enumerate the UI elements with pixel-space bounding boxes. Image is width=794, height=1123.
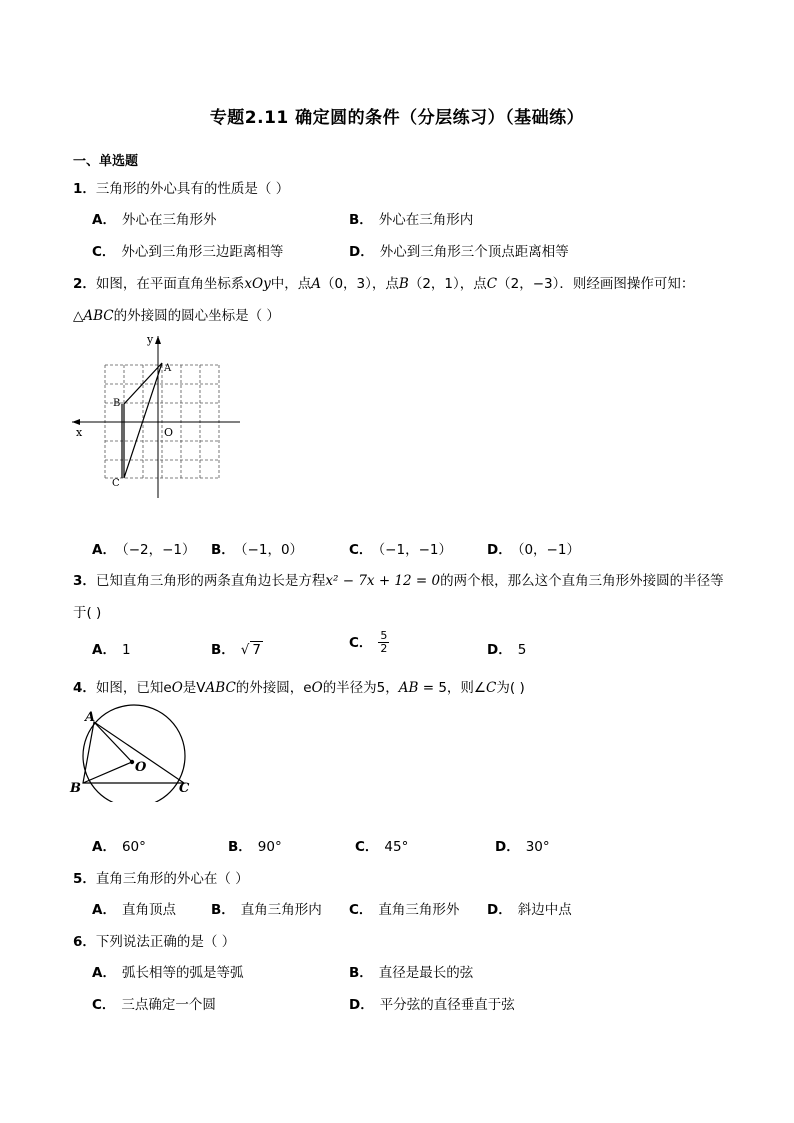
option-text: 直角三角形外	[378, 902, 460, 918]
option-label: C．	[92, 244, 116, 260]
option-label: B．	[211, 542, 235, 558]
question-3	[73, 569, 724, 589]
q5-option-b[interactable]	[211, 898, 322, 918]
q4-option-d[interactable]	[495, 835, 550, 855]
circle-symbol: e	[303, 680, 312, 696]
circle-name: O	[311, 680, 323, 696]
option-label: B．	[228, 839, 252, 855]
option-text: 直角三角形内	[240, 902, 322, 918]
option-text: 45°	[384, 839, 409, 855]
option-text: 斜边中点	[517, 902, 572, 918]
option-label: B．	[349, 965, 373, 981]
q4-option-c[interactable]	[355, 835, 408, 855]
x-axis-arrow-icon	[72, 419, 80, 425]
question-2	[73, 272, 694, 292]
y-axis-arrow-icon	[155, 336, 161, 344]
triangle-name: ABC	[205, 680, 236, 696]
option-label: C．	[349, 634, 373, 651]
q1-option-d[interactable]	[349, 240, 569, 260]
question-text: 的外接圆的圆心坐标是（ ）	[113, 308, 280, 324]
question-number: 1．	[73, 181, 96, 197]
q3-option-a[interactable]	[92, 638, 131, 658]
q5-option-c[interactable]	[349, 898, 459, 918]
q4-option-a[interactable]	[92, 835, 146, 855]
option-label: A．	[92, 902, 116, 918]
question-text: （0，3），点	[320, 276, 399, 292]
option-label: C．	[349, 542, 373, 558]
q2-coordinate-figure	[70, 330, 245, 500]
option-text: 三点确定一个圆	[121, 997, 216, 1013]
question-number: 5．	[73, 871, 96, 887]
option-text: 外心在三角形内	[378, 212, 474, 228]
option-label: C．	[355, 839, 379, 855]
point-c-label: C	[486, 276, 498, 292]
question-text: 下列说法正确的是（ ）	[95, 934, 236, 950]
point-b-label: B	[398, 276, 409, 292]
question-text: 为( )	[496, 680, 525, 696]
vertex-c-label: C	[179, 781, 190, 796]
option-text: 平分弦的直径垂直于弦	[379, 997, 515, 1013]
question-text: 如图，在平面直角坐标系	[95, 276, 245, 292]
option-label: D．	[487, 902, 512, 918]
q6-option-c[interactable]	[92, 993, 216, 1013]
numerator: 5	[380, 629, 388, 642]
option-text: 直径是最长的弦	[378, 965, 474, 981]
option-label: A．	[92, 839, 116, 855]
question-text: 的外接圆，	[235, 680, 304, 696]
option-text: 外心到三角形三边距离相等	[121, 244, 284, 260]
question-5	[73, 867, 249, 887]
question-2-line-2	[73, 304, 280, 324]
question-text: 已知直角三角形的两条直角边长是方程	[95, 573, 326, 589]
question-text: 三角形的外心具有的性质是（ ）	[95, 181, 290, 197]
triangle-symbol: V	[196, 680, 206, 696]
question-text: 直角三角形的外心在（ ）	[95, 871, 249, 887]
point-a-label: A	[311, 276, 321, 292]
question-4	[73, 676, 525, 696]
q6-option-b[interactable]	[349, 961, 473, 981]
vertex-a-label: A	[164, 363, 172, 374]
coord-system-label: xOy	[244, 276, 271, 292]
question-number: 3．	[73, 573, 96, 589]
option-text: 7	[252, 642, 261, 658]
q3-option-c[interactable]	[349, 630, 389, 655]
q4-circle-figure	[66, 702, 201, 802]
equation: x² − 7x + 12 = 0	[325, 573, 441, 589]
origin-label: O	[164, 426, 174, 439]
radius-ob	[83, 762, 132, 783]
q6-option-d[interactable]	[349, 993, 515, 1013]
option-label: A．	[92, 542, 116, 558]
option-label: A．	[92, 212, 116, 228]
option-text: 外心在三角形外	[121, 212, 217, 228]
question-text: = 5，则∠	[418, 680, 487, 696]
option-text: 直角顶点	[121, 902, 176, 918]
question-text: 如图，已知	[95, 680, 164, 696]
question-6	[73, 930, 235, 950]
fraction	[378, 630, 389, 655]
option-label: B．	[349, 212, 373, 228]
option-label: B．	[211, 902, 235, 918]
circle-name: O	[171, 680, 183, 696]
q2-option-b[interactable]	[211, 538, 303, 558]
q6-option-a[interactable]	[92, 961, 243, 981]
q3-option-d[interactable]	[487, 638, 526, 658]
q3-option-b[interactable]	[211, 638, 263, 658]
sqrt-icon: √	[240, 642, 250, 658]
q2-option-a[interactable]	[92, 538, 196, 558]
question-text: 中，点	[270, 276, 312, 292]
page-title: 专题2.11 确定圆的条件（分层练习）（基础练）	[209, 108, 585, 128]
circle-symbol: e	[163, 680, 172, 696]
triangle-symbol: △	[73, 308, 84, 324]
q2-option-c[interactable]	[349, 538, 452, 558]
question-text: 于( )	[73, 605, 102, 621]
option-label: C．	[92, 997, 116, 1013]
triangle-name: ABC	[83, 308, 114, 324]
question-3-line-2	[73, 601, 101, 621]
angle-name: C	[486, 680, 497, 696]
denominator: 2	[380, 642, 388, 655]
q1-option-b[interactable]	[349, 208, 473, 228]
y-axis-label: y	[147, 333, 154, 346]
option-text: 60°	[121, 839, 146, 855]
option-text: 弧长相等的弧是等弧	[121, 965, 244, 981]
triangle-abc	[83, 722, 184, 783]
question-text: 的半径为5，	[322, 680, 399, 696]
option-text: （−2，−1）	[121, 542, 196, 558]
vertex-c-label: C	[112, 478, 120, 489]
vertex-b-label: B	[70, 781, 81, 796]
vertex-a-label: A	[85, 710, 96, 725]
question-number: 4．	[73, 680, 96, 696]
option-text: 1	[121, 642, 131, 658]
option-label: D．	[487, 542, 512, 558]
radius-oa	[94, 722, 132, 762]
option-label: C．	[349, 902, 373, 918]
q1-option-c[interactable]	[92, 240, 283, 260]
option-text: （0，−1）	[517, 542, 580, 558]
q2-option-d[interactable]	[487, 538, 580, 558]
x-axis-label: x	[76, 426, 83, 439]
q1-option-a[interactable]	[92, 208, 216, 228]
option-text: （−1，−1）	[378, 542, 452, 558]
question-number: 6．	[73, 934, 96, 950]
option-label: D．	[349, 244, 374, 260]
option-label: A．	[92, 642, 116, 658]
q5-option-a[interactable]	[92, 898, 176, 918]
question-number: 2．	[73, 276, 96, 292]
circumcircle	[83, 705, 185, 802]
center-point	[130, 760, 134, 764]
option-text: （−1，0）	[240, 542, 304, 558]
question-text: （2，1），点	[408, 276, 487, 292]
option-label: D．	[349, 997, 374, 1013]
question-1	[73, 177, 289, 197]
option-text: 90°	[257, 839, 282, 855]
option-label: A．	[92, 965, 116, 981]
segment-name: AB	[398, 680, 419, 696]
option-label: B．	[211, 642, 235, 658]
question-text: 是	[182, 680, 197, 696]
q5-option-d[interactable]	[487, 898, 572, 918]
question-text: （2，−3）．则经画图操作可知：	[497, 276, 695, 292]
vertex-b-label: B	[113, 398, 121, 409]
option-text: 外心到三角形三个顶点距离相等	[379, 244, 569, 260]
option-text: 5	[517, 642, 527, 658]
option-label: D．	[495, 839, 520, 855]
option-label: D．	[487, 642, 512, 658]
section-heading: 一、单选题	[73, 154, 139, 169]
q4-option-b[interactable]	[228, 835, 282, 855]
option-text: 30°	[525, 839, 550, 855]
center-label: O	[135, 760, 147, 775]
question-text: 的两个根，那么这个直角三角形外接圆的半径等	[440, 573, 724, 589]
